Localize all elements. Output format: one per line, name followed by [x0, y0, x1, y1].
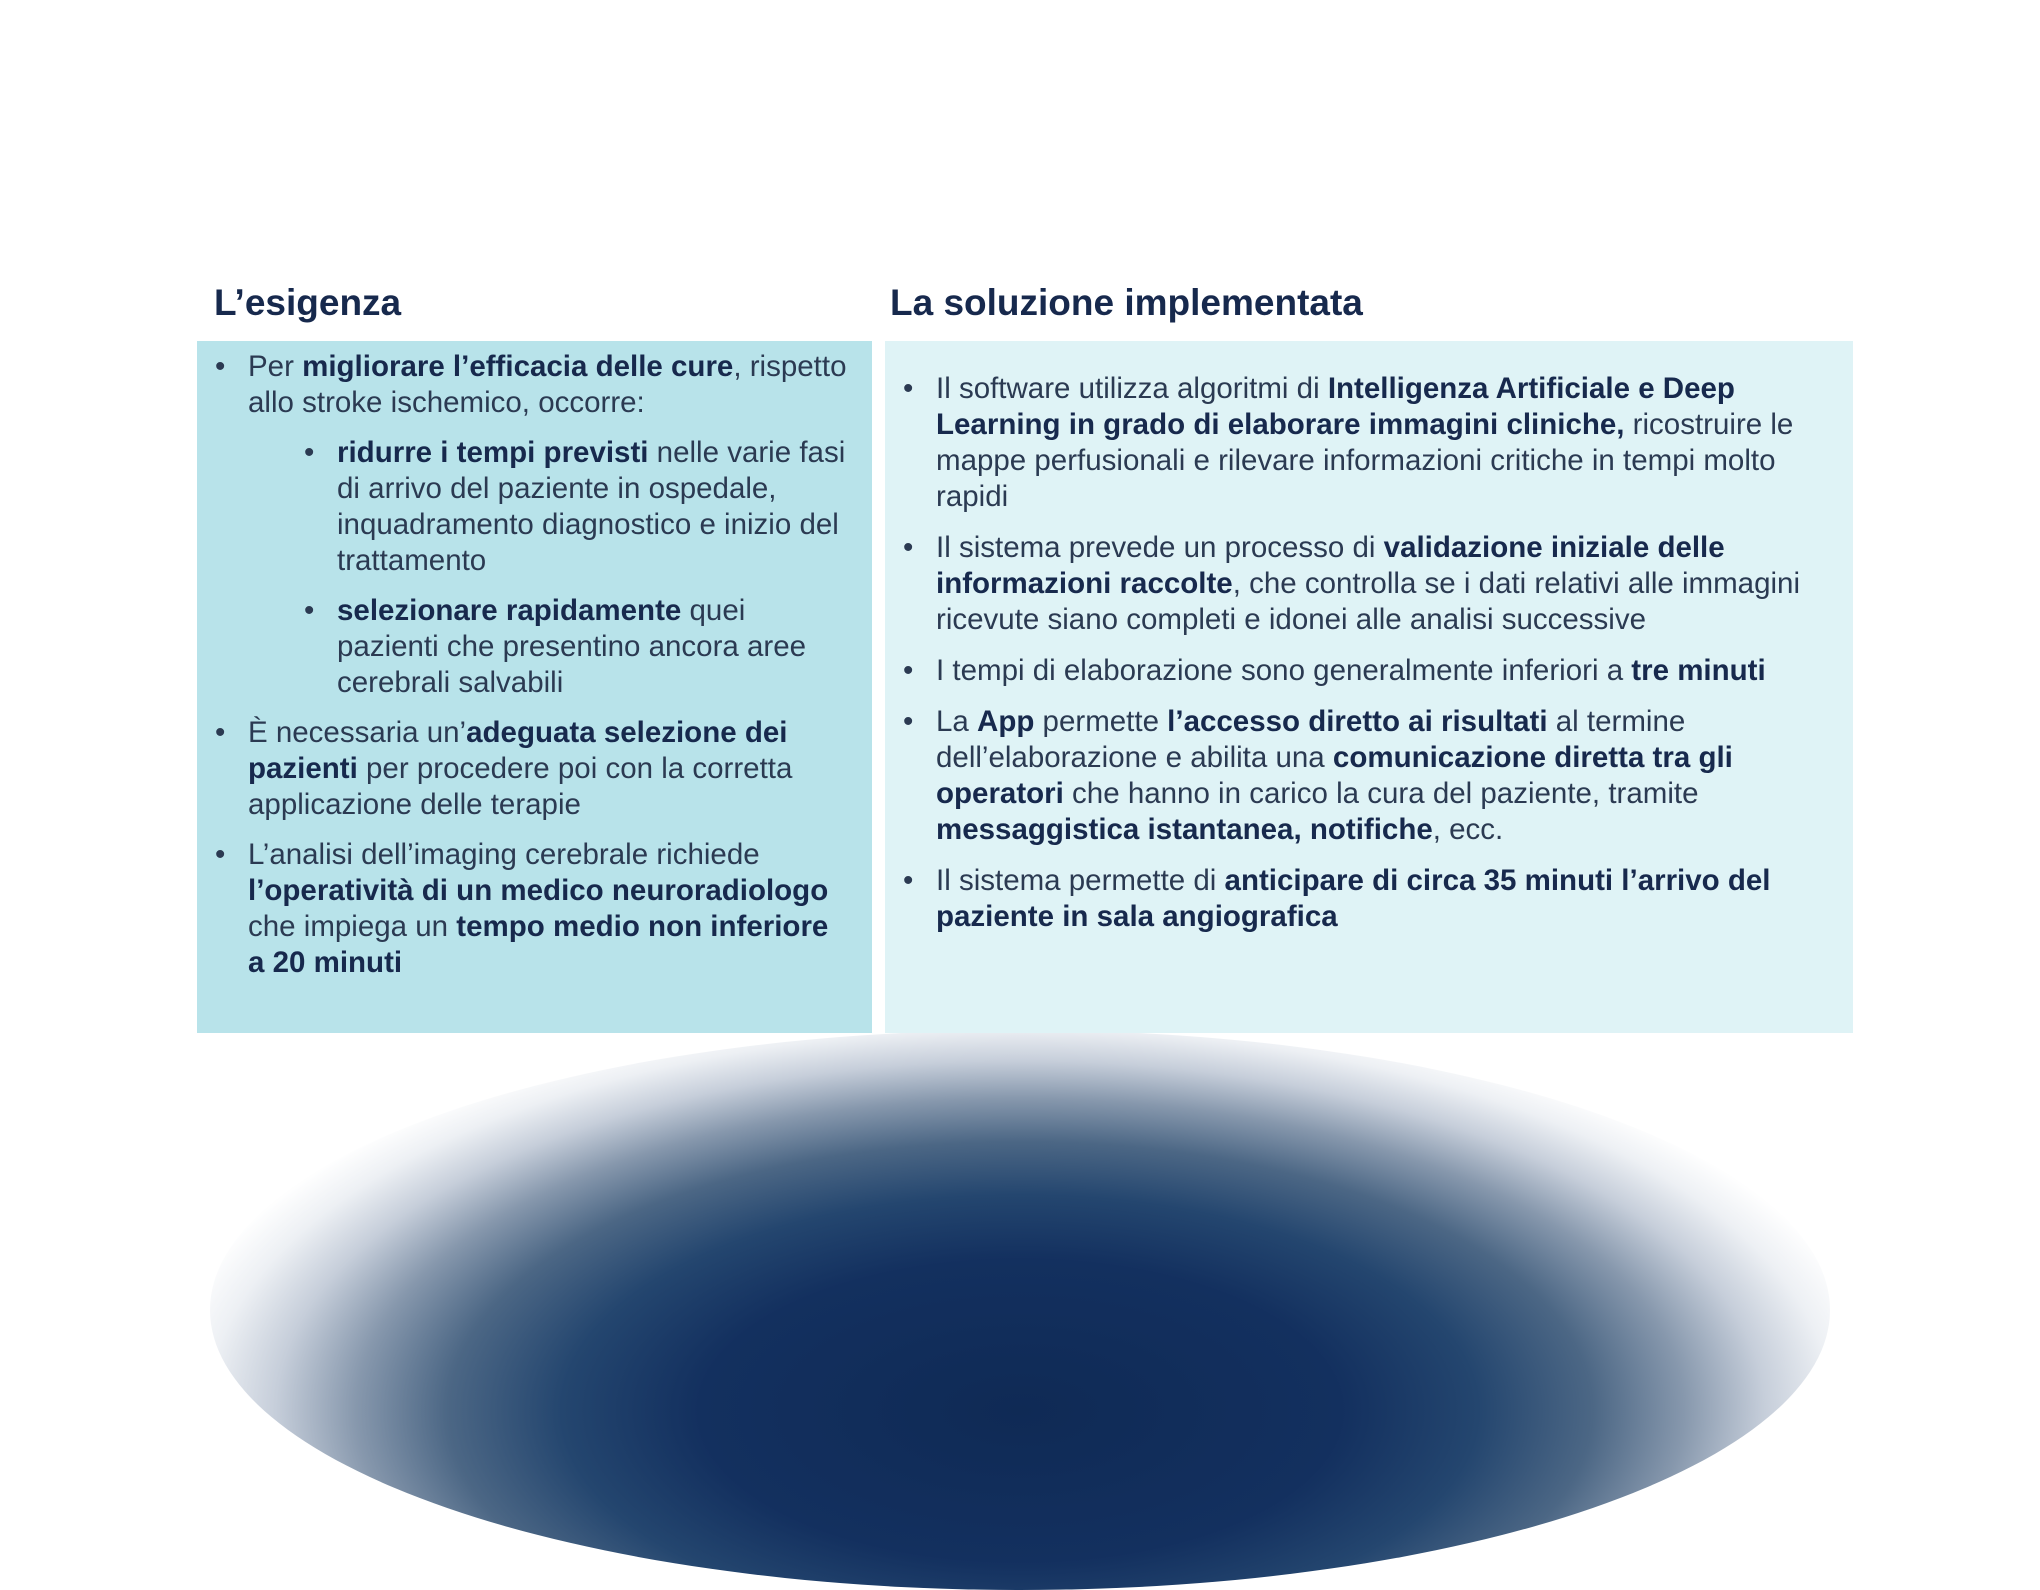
need-subitem-reduce-times: • ridurre i tempi previsti nelle varie fasi di arrivo del paziente in ospedale, inquadramento diagnostico e inizio del trattamento	[302, 435, 850, 579]
need-sublist	[302, 435, 850, 701]
solution-item-ai-software: • Il software utilizza algoritmi di Intelligenza Artificiale e Deep Learning in grado di elaborare immagini cliniche, ricostruire le mappe perfusionali e rilevare informazioni critiche in tempi molto rapidi	[901, 371, 1827, 515]
need-subitem-select-patients: • selezionare rapidamente quei pazienti che presentino ancora aree cerebrali salvabili	[302, 593, 850, 701]
solution-item-processing-time: • I tempi di elaborazione sono generalmente inferiori a tre minuti	[901, 653, 1827, 689]
need-item-improve-care: • Per migliorare l’efficacia delle cure, rispetto allo stroke ischemico, occorre: • ridurre i tempi previsti nelle varie fasi di arrivo del paziente in ospedale, inquadramento diagnostico e inizio del trattamento • selezionare rapidamente quei pazienti che presentino ancora aree cerebrali salvabili	[213, 349, 850, 701]
need-list	[213, 349, 850, 981]
heading-need: L’esigenza	[214, 282, 402, 323]
solution-panel	[885, 341, 1853, 1033]
heading-solution: La soluzione implementata	[890, 282, 1363, 323]
need-panel	[197, 341, 872, 1033]
decorative-glow	[210, 1030, 1830, 1590]
need-item-patient-selection: • È necessaria un’adeguata selezione dei pazienti per procedere poi con la corretta applicazione delle terapie	[213, 715, 850, 823]
solution-item-app: • La App permette l’accesso diretto ai risultati al termine dell’elaborazione e abilita una comunicazione diretta tra gli operatori che hanno in carico la cura del paziente, tramite messaggistica istantanea, notifiche, ecc.	[901, 704, 1827, 848]
solution-item-validation: • Il sistema prevede un processo di validazione iniziale delle informazioni raccolte, che controlla se i dati relativi alle immagini ricevute siano completi e idonei alle analisi successive	[901, 530, 1827, 638]
need-item-imaging-analysis: • L’analisi dell’imaging cerebrale richiede l’operatività di un medico neuroradiologo che impiega un tempo medio non inferiore a 20 minuti	[213, 837, 850, 981]
solution-item-anticipate: • Il sistema permette di anticipare di circa 35 minuti l’arrivo del paziente in sala angiografica	[901, 863, 1827, 935]
solution-list	[901, 371, 1827, 935]
